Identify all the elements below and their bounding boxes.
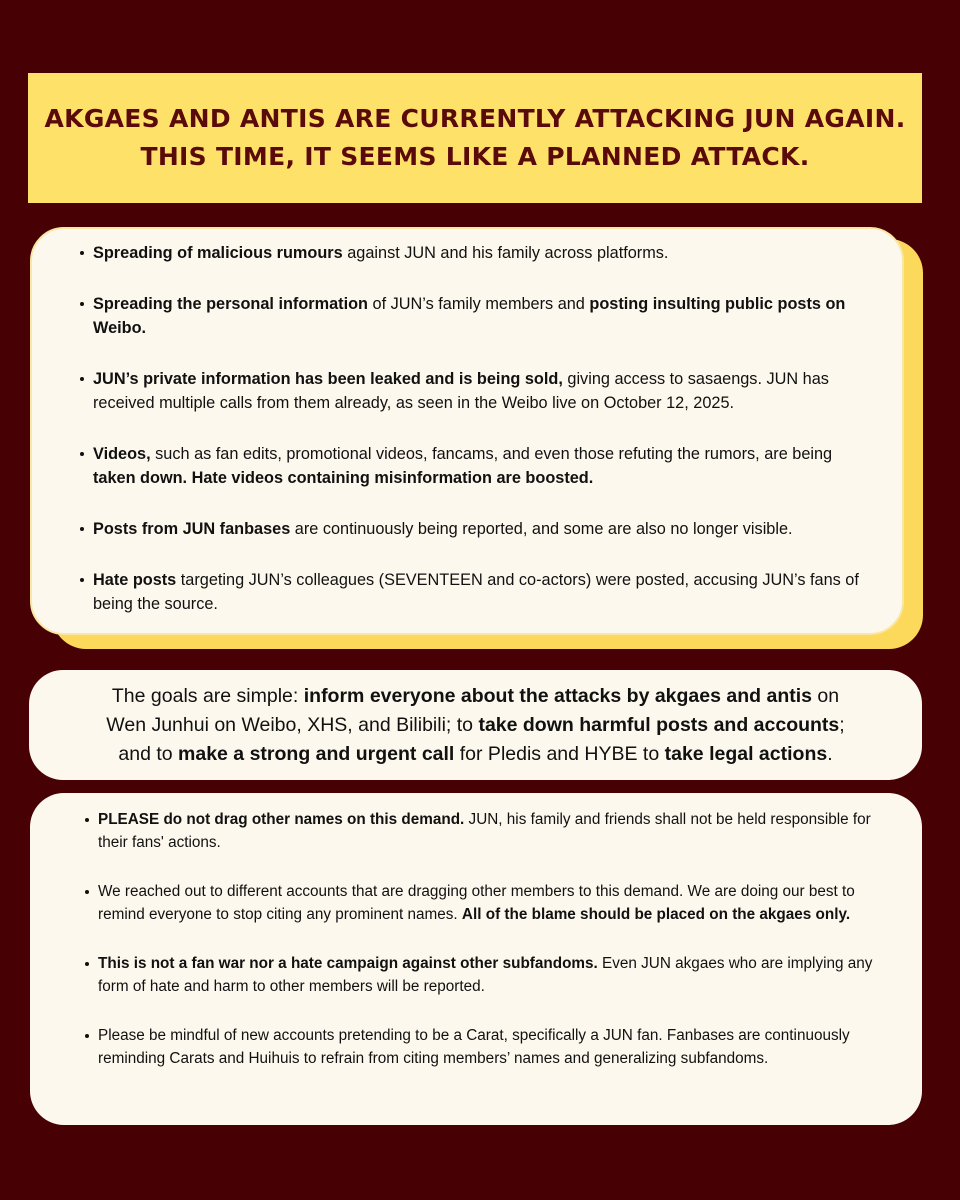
attack-text: of JUN’s family members and — [368, 295, 590, 313]
goal-line-3 — [118, 740, 832, 769]
note-text: We reached out to different accounts that are dragging other members to this demand. We are doing our best to remind everyone to stop citing any prominent names. — [98, 883, 855, 923]
attack-item — [93, 442, 866, 490]
note-item — [98, 1024, 882, 1070]
attack-item — [93, 568, 866, 616]
goal-line-2 — [106, 711, 844, 740]
attack-bold-text: Spreading the personal information — [93, 295, 369, 313]
goal-text: . — [827, 742, 833, 765]
attack-text: are continuously being reported, and some are also no longer visible. — [290, 520, 793, 538]
goal-text: ; — [839, 713, 845, 736]
attack-text: giving access to sasaengs. JUN has received multiple calls from them already, as seen in the Weibo live on October 12, 2025. — [93, 370, 829, 412]
headline-banner — [28, 73, 922, 203]
goal-text: on — [811, 684, 840, 707]
attacks-list — [93, 241, 866, 616]
attack-bold-text: Videos, — [93, 445, 151, 463]
attacks-card — [30, 227, 904, 635]
goal-bold-text: inform everyone about the attacks by akgaes and antis — [303, 684, 812, 707]
attack-bold-text: Hate posts — [93, 571, 177, 589]
note-bold-text: This is not a fan war nor a hate campaign against other subfandoms. — [98, 955, 598, 972]
note-item — [98, 952, 882, 998]
attack-bold-text: Posts from JUN fanbases — [93, 520, 291, 538]
goals-card — [29, 670, 922, 780]
notes-card — [30, 793, 922, 1125]
goal-bold-text: take legal actions — [664, 742, 828, 765]
attack-text: targeting JUN’s colleagues (SEVENTEEN and co-actors) were posted, accusing JUN’s fans of being the source. — [93, 571, 859, 613]
attack-text: against JUN and his family across platforms. — [342, 244, 669, 262]
headline-line-1: AKGAES AND ANTIS ARE CURRENTLY ATTACKING JUN AGAIN. — [44, 104, 906, 133]
attack-item — [93, 367, 866, 415]
note-text: Even JUN akgaes who are implying any form of hate and harm to other members will be reported. — [98, 955, 873, 995]
attack-bold-text: Spreading of malicious rumours — [93, 244, 343, 262]
note-bold-text: All of the blame should be placed on the akgaes only. — [461, 906, 851, 923]
notes-list — [98, 808, 882, 1070]
goal-text: and to — [118, 742, 179, 765]
note-text: JUN, his family and friends shall not be held responsible for their fans' actions. — [98, 811, 871, 851]
attack-bold-text: JUN’s private information has been leaked and is being sold, — [93, 370, 563, 388]
attack-bold-text: taken down. Hate videos containing misinformation are boosted. — [93, 469, 594, 487]
goal-text: for Pledis and HYBE to — [454, 742, 665, 765]
note-item — [98, 880, 882, 926]
attack-bold-text: posting insulting public posts on Weibo. — [93, 295, 846, 337]
goal-text: Wen Junhui on Weibo, XHS, and Bilibili; to — [106, 713, 479, 736]
note-bold-text: PLEASE do not drag other names on this demand. — [98, 811, 465, 828]
attack-item — [93, 292, 866, 340]
attack-text: such as fan edits, promotional videos, fancams, and even those refuting the rumors, are being — [150, 445, 833, 463]
note-text: Please be mindful of new accounts pretending to be a Carat, specifically a JUN fan. Fanbases are continuously reminding Carats and Huihuis to refrain from citing members’ names and generalizing subfandoms. — [98, 1027, 850, 1067]
goal-text: The goals are simple: — [111, 684, 304, 707]
attack-item — [93, 517, 866, 541]
attack-item — [93, 241, 866, 265]
goal-bold-text: make a strong and urgent call — [178, 742, 455, 765]
goal-line-1 — [112, 682, 839, 711]
headline-line-2: THIS TIME, IT SEEMS LIKE A PLANNED ATTACK. — [140, 142, 810, 171]
goal-bold-text: take down harmful posts and accounts — [478, 713, 840, 736]
note-item — [98, 808, 882, 854]
